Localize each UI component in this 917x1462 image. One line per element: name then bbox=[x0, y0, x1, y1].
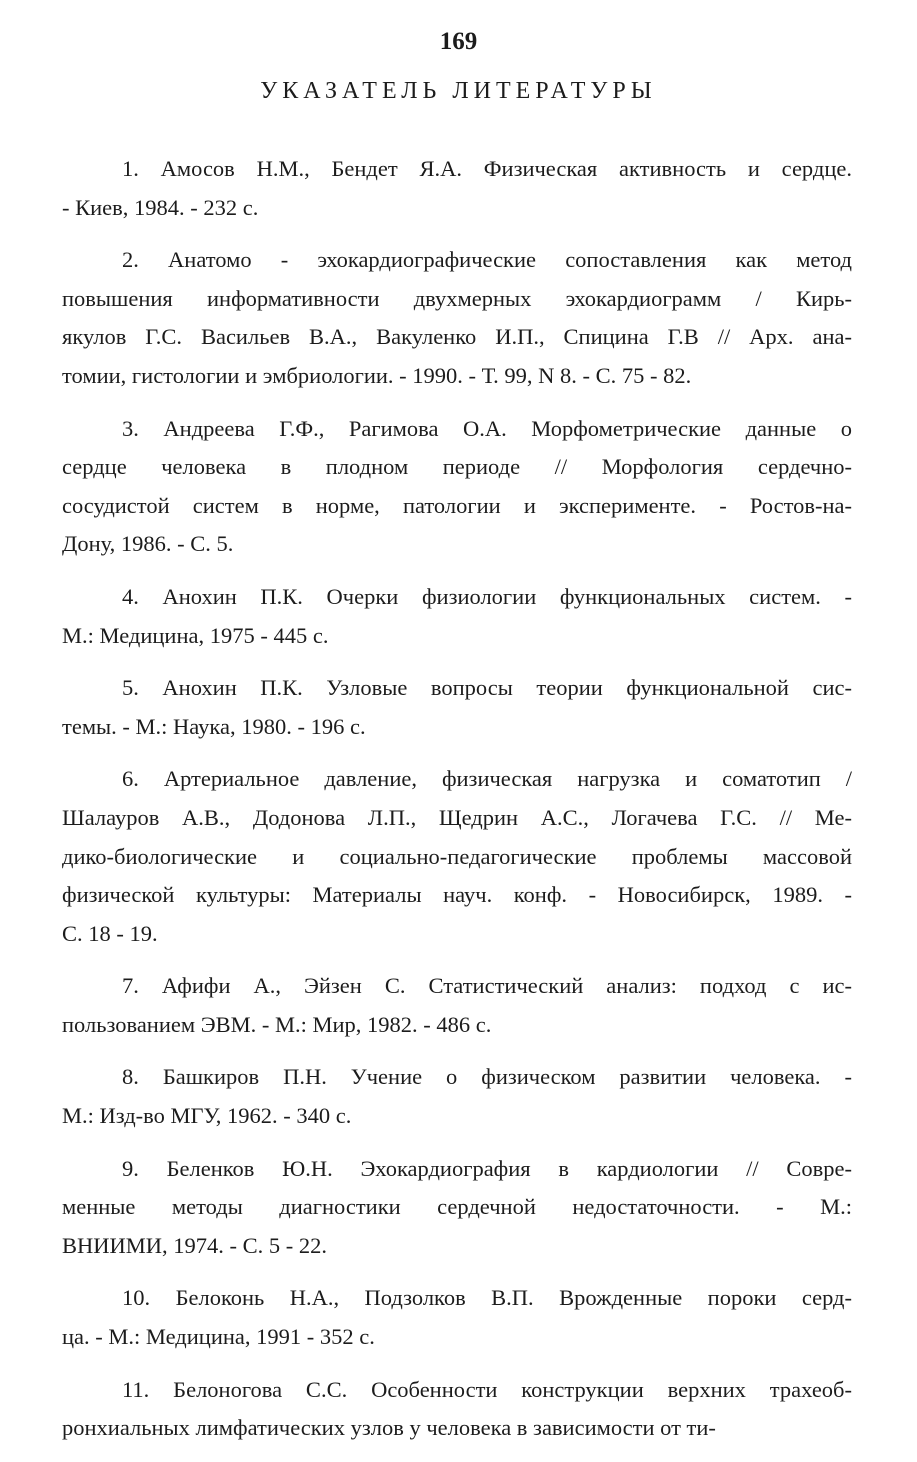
reference-line: 1. Амосов Н.М., Бендет Я.А. Физическая активность и сердце. bbox=[122, 156, 852, 181]
reference-entry bbox=[62, 760, 852, 953]
reference-line: сердце человека в плодном периоде // Морфология сердечно- bbox=[62, 454, 852, 480]
reference-line: пользованием ЭВМ. - М.: Мир, 1982. - 486 с. bbox=[62, 1011, 492, 1037]
reference-line: ВНИИМИ, 1974. - С. 5 - 22. bbox=[62, 1232, 328, 1258]
reference-line: М.: Изд-во МГУ, 1962. - 340 с. bbox=[62, 1103, 352, 1129]
reference-line: ца. - М.: Медицина, 1991 - 352 с. bbox=[62, 1324, 375, 1350]
reference-entry bbox=[62, 1058, 852, 1135]
reference-line: 5. Анохин П.К. Узловые вопросы теории функциональной сис- bbox=[122, 675, 852, 701]
reference-line: 7. Афифи А., Эйзен С. Статистический анализ: подход с ис- bbox=[122, 973, 852, 999]
reference-entry bbox=[62, 1150, 852, 1266]
reference-line: сосудистой систем в норме, патологии и эксперименте. - Ростов-на- bbox=[62, 492, 852, 518]
reference-line: Дону, 1986. - С. 5. bbox=[62, 531, 234, 557]
section-title: УКАЗАТЕЛЬ ЛИТЕРАТУРЫ bbox=[260, 78, 657, 104]
reference-line: повышения информативности двухмерных эхокардиограмм / Кирь- bbox=[62, 285, 852, 311]
reference-line: 8. Башкиров П.Н. Учение о физическом развитии человека. - bbox=[122, 1064, 852, 1090]
reference-line: 11. Белоногова С.С. Особенности конструкции верхних трахеоб- bbox=[122, 1376, 852, 1402]
reference-entry bbox=[62, 1371, 852, 1448]
reference-line: менные методы диагностики сердечной недостаточности. - М.: bbox=[62, 1194, 852, 1220]
reference-line: ронхиальных лимфатических узлов у человека в зависимости от ти- bbox=[62, 1415, 716, 1441]
reference-line: 9. Беленков Ю.Н. Эхокардиография в кардиологии // Совре- bbox=[122, 1155, 852, 1181]
reference-line: томии, гистологии и эмбриологии. - 1990. - Т. 99, N 8. - С. 75 - 82. bbox=[62, 362, 692, 388]
reference-line: М.: Медицина, 1975 - 445 с. bbox=[62, 622, 329, 648]
reference-line: якулов Г.С. Васильев В.А., Вакуленко И.П., Спицина Г.В // Арх. ана- bbox=[62, 324, 852, 350]
reference-entry bbox=[62, 669, 852, 746]
reference-line: С. 18 - 19. bbox=[62, 920, 158, 946]
reference-entry bbox=[62, 578, 852, 655]
reference-line: - Киев, 1984. - 232 с. bbox=[62, 194, 259, 220]
page-number: 169 bbox=[439, 28, 478, 55]
reference-line: физической культуры: Материалы науч. конф. - Новосибирск, 1989. - bbox=[62, 882, 852, 908]
reference-entry bbox=[62, 410, 852, 564]
reference-line: 4. Анохин П.К. Очерки физиологии функциональных систем. - bbox=[122, 583, 852, 609]
reference-line: 2. Анатомо - эхокардиографические сопоставления как метод bbox=[122, 247, 852, 273]
reference-line: Шалауров А.В., Додонова Л.П., Щедрин А.С., Логачева Г.С. // Ме- bbox=[62, 804, 852, 830]
reference-entry bbox=[62, 150, 852, 227]
reference-list bbox=[62, 150, 852, 1462]
reference-line: 6. Артериальное давление, физическая нагрузка и соматотип / bbox=[122, 766, 852, 792]
reference-entry bbox=[62, 1279, 852, 1356]
reference-line: дико-биологические и социально-педагогические проблемы массовой bbox=[62, 843, 852, 869]
reference-line: 3. Андреева Г.Ф., Рагимова О.А. Морфометрические данные о bbox=[122, 415, 852, 441]
reference-entry bbox=[62, 967, 852, 1044]
reference-line: темы. - М.: Наука, 1980. - 196 с. bbox=[62, 713, 366, 739]
reference-line: 10. Белоконь Н.А., Подзолков В.П. Врожденные пороки серд- bbox=[122, 1285, 852, 1311]
reference-entry bbox=[62, 241, 852, 395]
